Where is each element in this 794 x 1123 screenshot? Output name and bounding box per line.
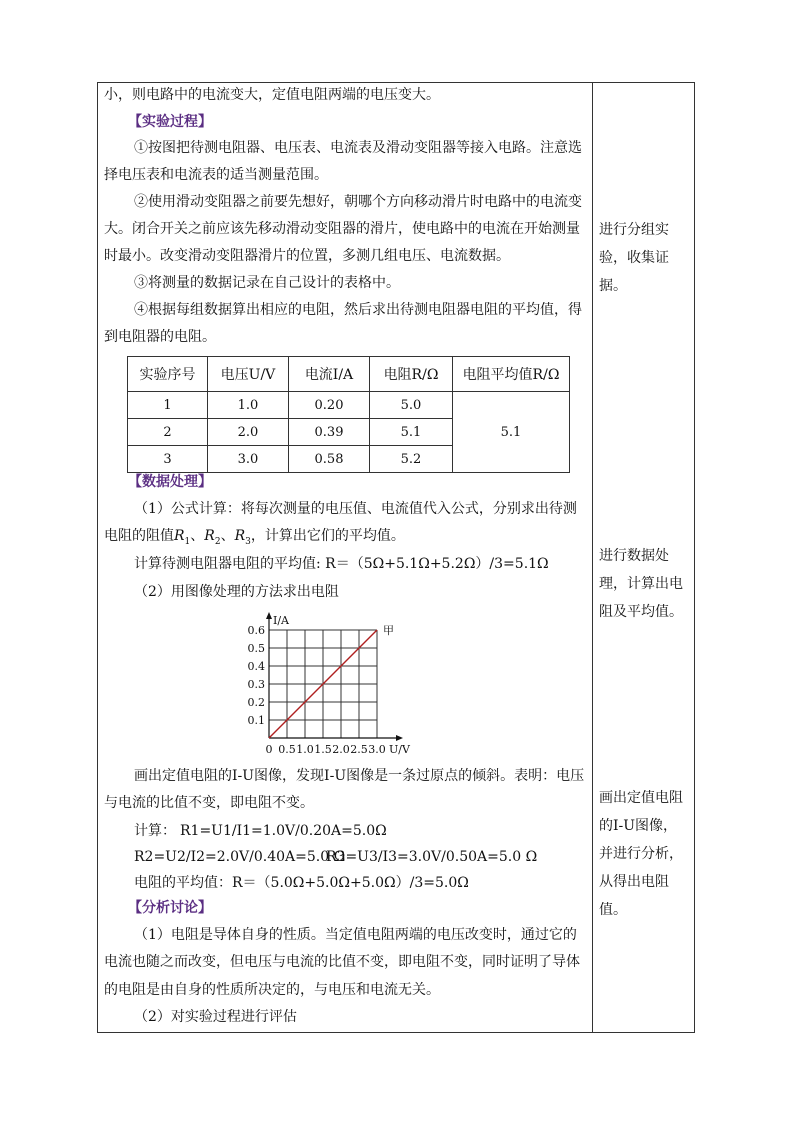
x-tick-label: 0 [265,743,273,755]
intro-text: 小，则电路中的电流变大，定值电阻两端的电压变大。 [104,87,440,103]
cell: 3 [128,446,208,473]
graph-line1: 画出定值电阻的I-U图像，发现I-U图像是一条过原点的倾斜。表明：电压 [134,768,585,784]
table-row [128,392,570,419]
average-cell: 5.1 [453,392,570,473]
r-average: 电阻的平均值：R＝（5.0Ω+5.0Ω+5.0Ω）/3=5.0Ω [134,875,469,891]
step4-line1: ④根据每组数据算出相应的电阻，然后求出待测电阻器电阻的平均值，得 [134,302,582,318]
cell: 5.0 [370,392,453,419]
r3-formula: R3=U3/I3=3.0V/0.50A=5.0 Ω [326,849,538,865]
heading-data: 【数据处理】 [128,474,212,490]
y-tick-label: 0.4 [247,660,265,673]
calc1-line1: （1）公式计算：将每次测量的电压值、电流值代入公式，分别求出待测 [134,501,577,517]
calc-average: 计算待测电阻器电阻的平均值: R＝（5Ω+5.1Ω+5.2Ω）/3=5.1Ω [134,556,549,572]
disc1-line2: 电流也随之而改变，但电压与电流的比值不变，即电阻不变，同时证明了导体 [104,954,580,970]
step4-line2: 到电阻器的电阻。 [104,329,216,345]
step3-text: ③将测量的数据记录在自己设计的表格中。 [134,275,400,291]
x-tick-label: 1.0 [296,743,314,755]
disc2-text: （2）对实验过程进行评估 [134,1009,297,1025]
table-header-row [128,357,570,392]
header-current: 电流I/A [289,357,370,392]
cell: 1.0 [208,392,289,419]
side-note-collect: 进行分组实 验，收集证 据。 [599,222,669,294]
iu-graph [240,610,430,755]
y-tick-label: 0.5 [247,642,265,655]
x-tick-label: 1.5 [314,743,332,755]
header-resistance: 电阻R/Ω [370,357,453,392]
r1-formula: R1=U1/I1=1.0V/0.20A=5.0Ω [180,823,387,839]
y-tick-label: 0.1 [247,714,265,727]
y-tick-label: 0.3 [247,678,265,691]
heading-process: 【实验过程】 [128,114,212,130]
graph-line2: 与电流的比值不变，即电阻不变。 [104,795,314,811]
y-tick-label: 0.2 [247,696,265,709]
x-tick-label: 2.0 [332,743,350,755]
side-note-process: 进行数据处 理，计算出电 阻及平均值。 [599,548,683,620]
cell: 5.1 [370,419,453,446]
cell: 0.20 [289,392,370,419]
chart-series [269,624,394,738]
cell: 2 [128,419,208,446]
cell: 0.58 [289,446,370,473]
compute-label: 计算： [134,823,176,839]
step1-line2: 择电压表和电流表的适当测量范围。 [104,167,328,183]
calc2-text: （2）用图像处理的方法求出电阻 [134,584,339,600]
cell: 2.0 [208,419,289,446]
series-label: 甲 [383,624,394,637]
cell: 1 [128,392,208,419]
cell: 3.0 [208,446,289,473]
x-tick-label: 3.0 [368,743,386,755]
column-divider [592,82,593,1033]
x-tick-label: 2.5 [350,743,368,755]
y-axis-arrow [266,612,272,619]
calc1-line2: 电阻的阻值$R_1$、$R_2$、$R_3$，计算出它们的平均值。 [104,528,405,547]
heading-discuss: 【分析讨论】 [128,900,212,916]
r2-formula: R2=U2/I2=2.0V/0.40A=5.0 Ω [134,849,346,865]
step2-line2: 大。闭合开关之前应该先移动滑动变阻器的滑片，使电路中的电流在开始测量 [104,221,580,237]
header-voltage: 电压U/V [208,357,289,392]
step1-line1: ①按图把待测电阻器、电压表、电流表及滑动变阻器等接入电路。注意选 [134,140,582,156]
measurement-table [127,356,570,473]
cell: 0.39 [289,419,370,446]
x-axis-label: U/V [389,743,410,755]
disc1-line1: （1）电阻是导体自身的性质。当定值电阻两端的电压改变时，通过它的 [134,927,577,943]
step2-line3: 时最小。改变滑动变阻器滑片的位置，多测几组电压、电流数据。 [104,248,510,264]
y-axis-label: I/A [273,614,289,627]
cell: 5.2 [370,446,453,473]
header-index: 实验序号 [128,357,208,392]
step2-line1: ②使用滑动变阻器之前要先想好，朝哪个方向移动滑片时电路中的电流变 [134,194,582,210]
x-axis-arrow [396,735,403,741]
disc1-line3: 的电阻是由自身的性质所决定的，与电压和电流无关。 [104,982,440,998]
y-tick-label: 0.6 [247,624,265,637]
side-note-graph: 画出定值电阻 的I-U图像， 并进行分析， 从得出电阻 值。 [599,790,683,918]
x-tick-label: 0.5 [278,743,296,755]
header-average: 电阻平均值R/Ω [453,357,570,392]
